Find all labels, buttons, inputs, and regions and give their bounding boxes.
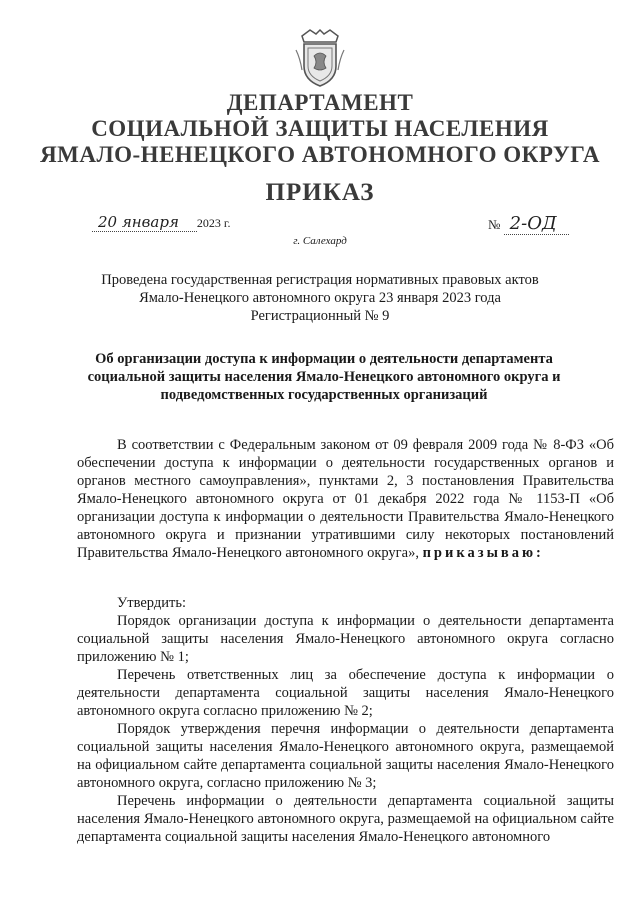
number-label: № (488, 217, 501, 232)
orders-word: приказываю: (422, 545, 544, 561)
approval-item-2: Перечень ответственных лиц за обеспечение доступа к информации о деятельности департамента социальной защиты населения Ямало-Ненецкого автономного округа согласно приложению № 2; (77, 667, 614, 719)
registration-line-3: Регистрационный № 9 (250, 308, 390, 324)
department-title-line-1: ДЕПАРТАМЕНТ (226, 90, 414, 115)
department-title-line-3: ЯМАЛО-НЕНЕЦКОГО АВТОНОМНОГО ОКРУГА (40, 142, 600, 167)
department-title-line-2: СОЦИАЛЬНОЙ ЗАЩИТЫ НАСЕЛЕНИЯ (91, 116, 549, 141)
handwritten-number: 2-ОД (504, 213, 569, 235)
approval-item-1: Порядок организации доступа к информации о деятельности департамента социальной защиты населения Ямало-Ненецкого автономного округа согласно приложению № 1; (77, 613, 614, 665)
document-year: 2023 г. (196, 216, 231, 230)
document-number (488, 213, 569, 235)
city-label: г. Салехард (293, 235, 347, 247)
document-date (92, 213, 230, 232)
approval-item-4: Перечень информации о деятельности департамента социальной защиты населения Ямало-Ненецкого автономного округа, размещаемой на официальном сайте департамента социальной защиты населения Ямало-Ненецкого автономного (77, 793, 614, 845)
registration-line-1: Проведена государственная регистрация нормативных правовых актов (101, 272, 539, 288)
approve-word: Утвердить: (117, 595, 186, 611)
approval-item-3: Порядок утверждения перечня информации о деятельности департамента социальной защиты населения Ямало-Ненецкого автономного округа, размещаемой на официальном сайте департамента социальной защиты населения Ямало-Ненецкого автономного округа, согласно приложению № 3; (77, 721, 614, 791)
registration-stamp (0, 271, 640, 325)
registration-line-2: Ямало-Ненецкого автономного округа 23 января 2023 года (139, 290, 501, 306)
preamble-text: В соответствии с Федеральным законом от 09 февраля 2009 года № 8-ФЗ «Об обеспечении доступа к информации о деятельности государственных органов и органов местного самоуправления», пунктами 2, 3 постановления Правительства Ямало-Ненецкого автономного округа от 01 декабря 2022 года № 1153-П «Об организации доступа к информации о деятельности Правительства Ямало-Ненецкого автономного округа и признании утратившими силу некоторых постановлений Правительства Ямало-Ненецкого автономного округа», (77, 437, 614, 561)
preamble-block (77, 436, 614, 562)
coat-of-arms-icon (292, 28, 348, 88)
document-subject: Об организации доступа к информации о деятельности департамента социальной защиты населения Ямало-Ненецкого автономного округа и подведомственных государственных организаций (87, 351, 561, 403)
approval-block (77, 594, 614, 846)
document-type-title: ПРИКАЗ (265, 179, 375, 206)
handwritten-date: 20 января (92, 213, 197, 232)
